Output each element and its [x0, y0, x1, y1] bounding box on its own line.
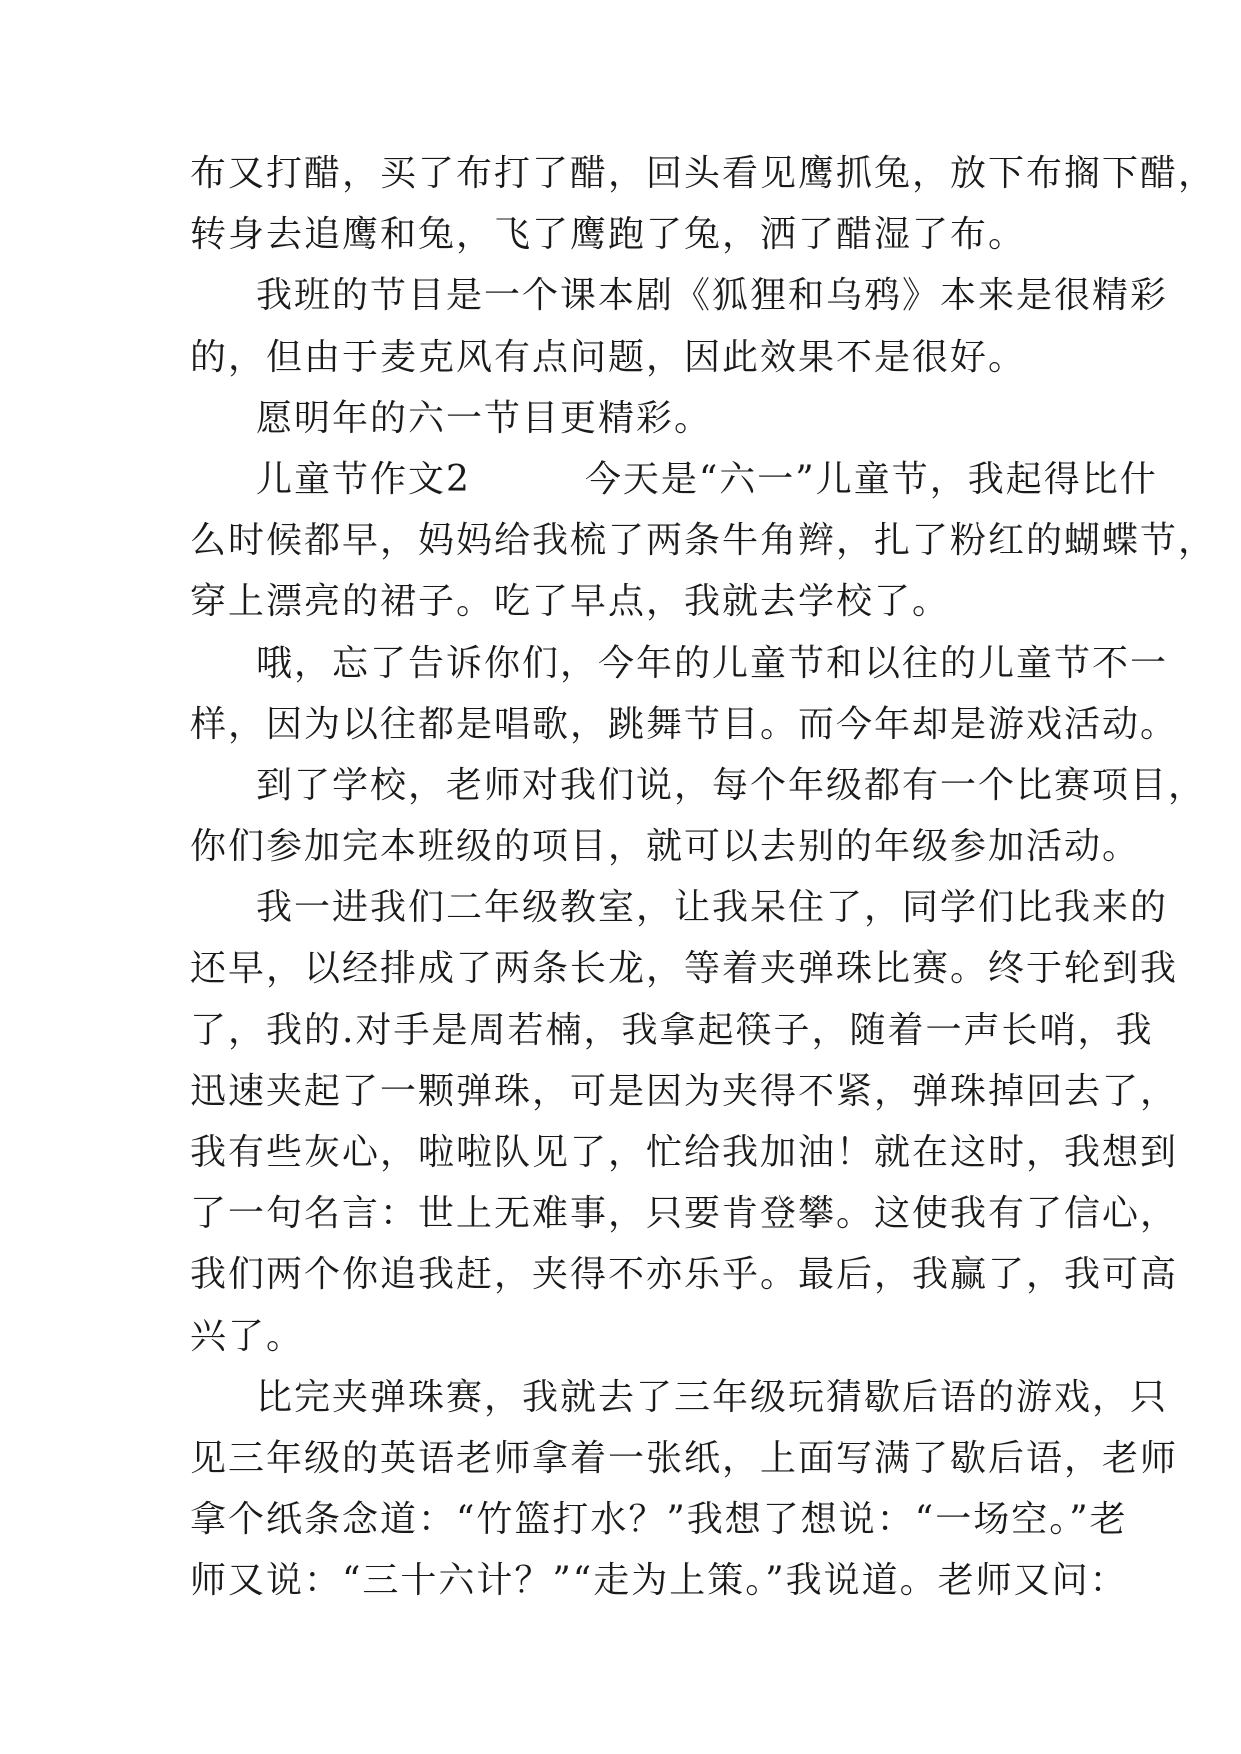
text-line: 迅速夹起了一颗弹珠，可是因为夹得不紧，弹珠掉回去了，: [190, 1070, 1179, 1112]
text-line: 比完夹弹珠赛，我就去了三年级玩猜歇后语的游戏，只: [256, 1376, 1169, 1418]
text-line: 样，因为以往都是唱歌，跳舞节目。而今年却是游戏活动。: [190, 703, 1179, 745]
text-line: 愿明年的六一节目更精彩。: [256, 397, 713, 439]
text-line: 到了学校，老师对我们说，每个年级都有一个比赛项目，: [256, 764, 1207, 806]
text-line: 我有些灰心，啦啦队见了，忙给我加油！就在这时，我想到: [190, 1132, 1179, 1173]
text-line: 了，我的.对手是周若楠，我拿起筷子，随着一声长哨，我: [190, 1009, 1154, 1051]
article-body: [190, 143, 1217, 1612]
text-line: 兴了。: [190, 1315, 305, 1357]
text-line: 师又说：“三十六计？”“走为上策。”我说道。老师又问：: [190, 1560, 1128, 1602]
text-line: 你们参加完本班级的项目，就可以去别的年级参加活动。: [190, 826, 1141, 868]
text-line: 我们两个你追我赶，夹得不亦乐乎。最后，我赢了，我可高: [190, 1254, 1179, 1296]
text-line: 么时候都早，妈妈给我梳了两条牛角辫，扎了粉红的蝴蝶节，: [190, 520, 1217, 562]
text-line: 我一进我们二年级教室，让我呆住了，同学们比我来的: [256, 887, 1169, 929]
text-line: 还早，以经排成了两条长龙，等着夹弹珠比赛。终于轮到我: [190, 948, 1179, 990]
text-line: 布又打醋，买了布打了醋，回头看见鹰抓兔，放下布搁下醋，: [190, 153, 1217, 194]
text-line: 哦，忘了告诉你们，今年的儿童节和以往的儿童节不一: [256, 642, 1169, 684]
text-line: 见三年级的英语老师拿着一张纸，上面写满了歇后语，老师: [190, 1437, 1179, 1479]
text-line: 拿个纸条念道：“竹篮打水？”我想了想说：“一场空。”老: [190, 1499, 1128, 1541]
text-line: 了一句名言：世上无难事，只要肯登攀。这使我有了信心，: [190, 1193, 1179, 1235]
text-line: 的，但由于麦克风有点问题，因此效果不是很好。: [190, 336, 1027, 378]
text-line: 我班的节目是一个课本剧《狐狸和乌鸦》本来是很精彩: [256, 275, 1169, 317]
text-line: 儿童节作文2 今天是“六一”儿童节，我起得比什: [256, 458, 1158, 500]
text-line: 转身去追鹰和兔，飞了鹰跑了兔，洒了醋湿了布。: [190, 214, 1027, 256]
text-line: 穿上漂亮的裙子。吃了早点，我就去学校了。: [190, 581, 951, 623]
